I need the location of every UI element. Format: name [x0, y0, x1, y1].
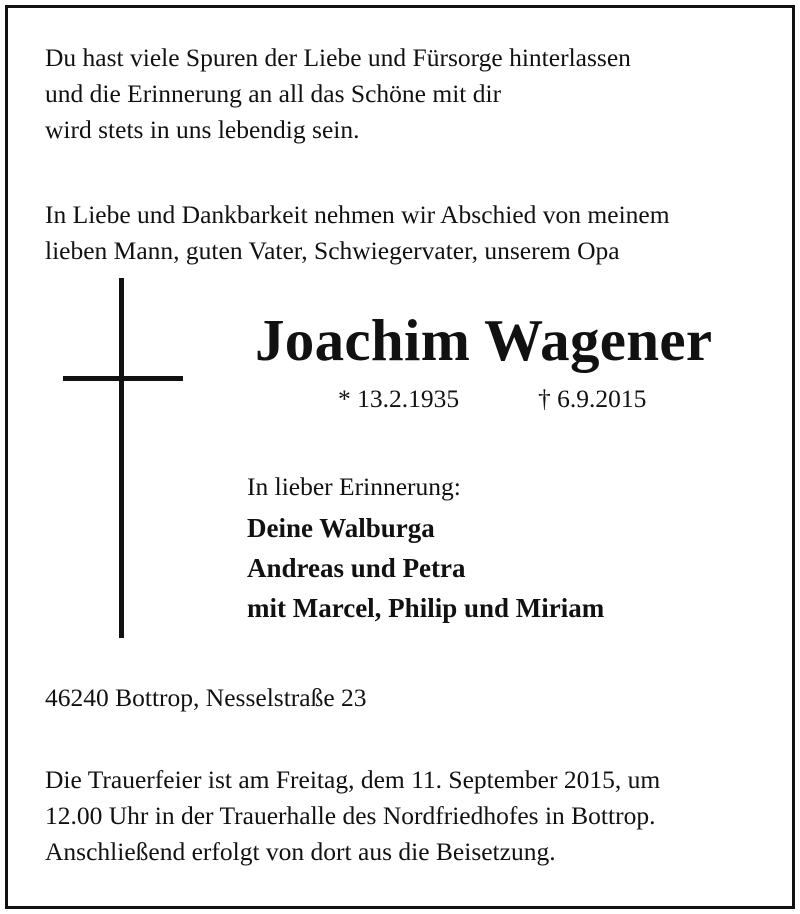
- ceremony-info: [45, 762, 660, 870]
- address: 46240 Bottrop, Nesselstraße 23: [45, 683, 367, 712]
- ceremony-line: 12.00 Uhr in der Trauerhalle des Nordfriedhofes in Bottrop.: [45, 801, 656, 830]
- mourner-name: Deine Walburga: [247, 513, 435, 543]
- cross-vertical-bar: [119, 278, 124, 638]
- memory-label: In lieber Erinnerung:: [247, 472, 461, 501]
- birth-date: * 13.2.1935: [338, 384, 460, 413]
- ceremony-line: Die Trauerfeier ist am Freitag, dem 11. September 2015, um: [45, 765, 661, 794]
- farewell-line: lieben Mann, guten Vater, Schwiegervater, unserem Opa: [45, 236, 620, 265]
- farewell-text: [45, 197, 670, 269]
- intro-line: wird stets in uns lebendig sein.: [45, 115, 360, 144]
- cross-horizontal-bar: [63, 376, 183, 381]
- mourner-list: [247, 508, 604, 628]
- death-date: † 6.9.2015: [538, 384, 647, 413]
- intro-line: Du hast viele Spuren der Liebe und Fürsorge hinterlassen: [45, 43, 631, 72]
- deceased-name: Joachim Wagener: [255, 307, 713, 373]
- intro-verse: [45, 40, 631, 148]
- ceremony-line: Anschließend erfolgt von dort aus die Beisetzung.: [45, 837, 556, 866]
- mourner-name: Andreas und Petra: [247, 553, 466, 583]
- farewell-line: In Liebe und Dankbarkeit nehmen wir Abschied von meinem: [45, 200, 670, 229]
- mourner-name: mit Marcel, Philip und Miriam: [247, 593, 605, 623]
- intro-line: und die Erinnerung an all das Schöne mit dir: [45, 79, 502, 108]
